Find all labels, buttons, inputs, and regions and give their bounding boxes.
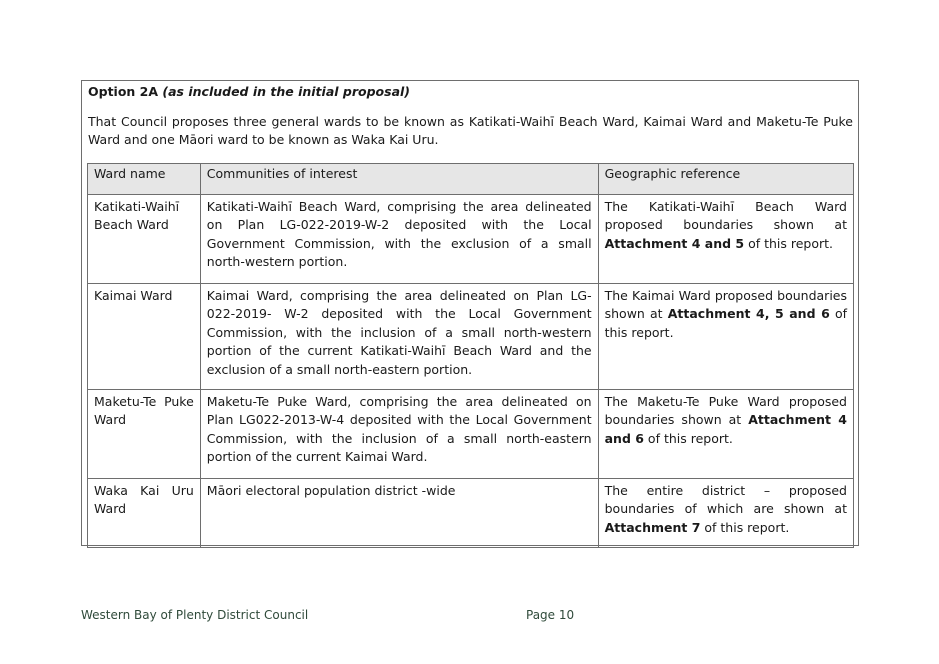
geographic-cell <box>598 479 853 548</box>
ward-name-cell: Maketu-Te Puke Ward <box>88 390 201 479</box>
footer-organization: Western Bay of Plenty District Council <box>81 608 309 622</box>
option-note: (as included in the initial proposal) <box>162 84 410 99</box>
geo-text: The Kaimai Ward proposed boundaries shown at <box>604 288 847 322</box>
geo-text: The entire district – proposed boundaries of which are shown at <box>604 483 847 517</box>
ward-name-cell: Katikati-Waihī Beach Ward <box>88 195 201 284</box>
ward-name-cell: Kaimai Ward <box>88 284 201 390</box>
geo-suffix: of this report. <box>604 306 847 340</box>
geo-suffix: of this report. <box>744 235 834 251</box>
geo-suffix: of this report. <box>643 430 733 446</box>
communities-cell: Maketu-Te Puke Ward, comprising the area delineated on Plan LG022-2013-W-4 deposited with the Local Government Commission, with the inclusion of a small north-eastern portion of the current Kaimai Ward. <box>200 390 598 479</box>
geo-text: The Maketu-Te Puke Ward proposed boundaries shown at <box>604 394 847 428</box>
header-geographic: Geographic reference <box>598 164 853 195</box>
communities-cell: Kaimai Ward, comprising the area delineated on Plan LG-022-2019- W-2 deposited with the Local Government Commission, with the inclusion of a small north-western portion of the current Katikati-Waihī Beach Ward and the exclusion of a small north-eastern portion. <box>200 284 598 390</box>
table-row <box>88 390 854 479</box>
table-row <box>88 479 854 548</box>
communities-cell: Māori electoral population district -wide <box>200 479 598 548</box>
geo-attachment: Attachment 4, 5 and 6 <box>667 306 830 322</box>
ward-table <box>87 163 854 548</box>
table-row <box>88 284 854 390</box>
geo-text: The Katikati-Waihī Beach Ward proposed boundaries shown at <box>604 199 847 233</box>
table-header-row <box>88 164 854 195</box>
header-communities: Communities of interest <box>200 164 598 195</box>
header-ward-name: Ward name <box>88 164 201 195</box>
communities-cell: Katikati-Waihī Beach Ward, comprising the area delineated on Plan LG-022-2019-W-2 deposited with the Local Government Commission, with the exclusion of a small north-western portion. <box>200 195 598 284</box>
geo-attachment: Attachment 4 and 6 <box>604 412 848 446</box>
geographic-cell <box>598 284 853 390</box>
geographic-cell <box>598 390 853 479</box>
option-box <box>81 80 859 546</box>
ward-name-cell: Waka Kai Uru Ward <box>88 479 201 548</box>
geo-attachment: Attachment 7 <box>604 519 701 535</box>
table-row <box>88 195 854 284</box>
geo-suffix: of this report. <box>700 519 790 535</box>
option-heading <box>88 83 410 101</box>
geo-attachment: Attachment 4 and 5 <box>604 235 745 251</box>
intro-paragraph: That Council proposes three general wards to be known as Katikati-Waihī Beach Ward, Kaimai Ward and Maketu-Te Puke Ward and one Māori ward to be known as Waka Kai Uru. <box>88 114 853 147</box>
geographic-cell <box>598 195 853 284</box>
option-label: Option 2A <box>88 84 159 99</box>
footer-page-number: Page 10 <box>526 608 575 622</box>
